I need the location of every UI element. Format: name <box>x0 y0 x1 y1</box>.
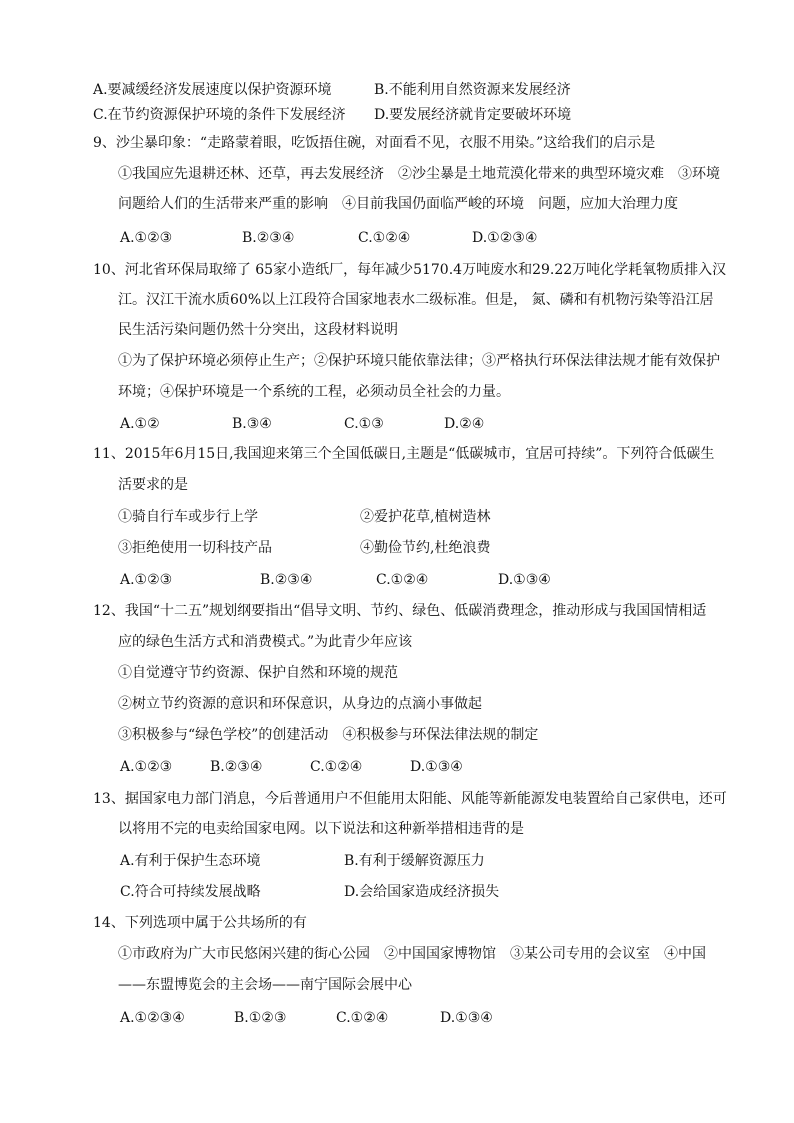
q12-option-a: A.①②③ <box>120 759 173 775</box>
q10-option-c: C.①③ <box>344 416 384 432</box>
q11-option-d: D.①③④ <box>498 572 551 588</box>
q14-option-d: D.①③④ <box>440 1010 493 1026</box>
q12-option-c: C.①②④ <box>310 759 363 775</box>
q8-option-c: C.在节约资源保护环境的条件下发展经济 <box>93 107 346 123</box>
q9-statement-line-2: 问题给人们的生活带来严重的影响 ④目前我国仍面临严峻的环境 问题，应加大治理力度 <box>118 196 678 212</box>
q13-option-b: B.有利于缓解资源压力 <box>344 853 485 869</box>
q14-option-c: C.①②④ <box>336 1010 389 1026</box>
q14-statement-line-1: ①市政府为广大市民悠闲兴建的街心公园 ②中国国家博物馆 ③某公司专用的会议室 ④中国 <box>118 946 706 962</box>
q9-option-c: C.①②④ <box>358 230 411 246</box>
q12-statement-2: ②树立节约资源的意识和环保意识，从身边的点滴小事做起 <box>118 696 482 712</box>
q10-option-d: D.②④ <box>444 416 485 432</box>
q10-statement-line-2: 环境；④保护环境是一个系统的工程，必须动员全社会的力量。 <box>118 384 510 400</box>
q8-option-b: B.不能利用自然资源来发展经济 <box>374 82 571 98</box>
q11-stem-line-2: 活要求的是 <box>118 477 188 493</box>
q10-stem-line-2: 江。汉江干流水质60%以上江段符合国家地表水二级标准。但是， 氮、磷和有机物污染等沿江居 <box>118 292 714 308</box>
q12-statement-3-4: ③积极参与“绿色学校”的创建活动 ④积极参与环保法律法规的制定 <box>118 727 539 743</box>
q11-option-b: B.②③④ <box>260 572 313 588</box>
q10-option-a: A.①② <box>120 416 160 432</box>
q10-option-b: B.③④ <box>232 416 272 432</box>
q11-statement-1: ①骑自行车或步行上学 <box>118 509 258 525</box>
q8-option-a: A.要减缓经济发展速度以保护资源环境 <box>93 82 332 98</box>
q10-stem-line-3: 民生活污染问题仍然十分突出，这段材料说明 <box>118 322 398 338</box>
q11-statement-4: ④勤俭节约,杜绝浪费 <box>360 540 491 556</box>
q10-statement-line-1: ①为了保护环境必须停止生产；②保护环境只能依靠法律；③严格执行环保法律法规才能有效保护 <box>118 353 720 369</box>
q14-stem: 14、下列选项中属于公共场所的有 <box>93 915 307 931</box>
q9-statement-line-1: ①我国应先退耕还林、还草，再去发展经济 ②沙尘暴是土地荒漠化带来的典型环境灾难 ③环境 <box>118 166 720 182</box>
q12-stem-line-2: 应的绿色生活方式和消费模式。”为此青少年应该 <box>118 634 413 650</box>
q8-option-d: D.要发展经济就肯定要破坏环境 <box>374 107 572 123</box>
q9-stem: 9、沙尘暴印象：“走路蒙着眼，吃饭捂住碗，对面看不见，衣服不用染。”这给我们的启示是 <box>93 135 656 151</box>
q9-option-b: B.②③④ <box>242 230 295 246</box>
q14-option-a: A.①②③④ <box>120 1010 185 1026</box>
q12-stem-line-1: 12、我国“十二五”规划纲要指出“倡导文明、节约、绿色、低碳消费理念，推动形成与我国国情相适 <box>93 603 707 619</box>
q11-stem-line-1: 11、2015年6月15日,我国迎来第三个全国低碳日,主题是“低碳城市，宜居可持续”。下列符合低碳生 <box>93 446 715 462</box>
q11-option-c: C.①②④ <box>376 572 429 588</box>
q14-option-b: B.①②③ <box>234 1010 287 1026</box>
q12-option-b: B.②③④ <box>210 759 263 775</box>
q10-stem-line-1: 10、河北省环保局取缔了 65家小造纸厂，每年减少5170.4万吨废水和29.22万吨化学耗氧物质排入汉 <box>93 262 727 278</box>
q13-stem-line-2: 以将用不完的电卖给国家电网。以下说法和这种新举措相违背的是 <box>118 821 524 837</box>
q13-option-a: A.有利于保护生态环境 <box>120 853 261 869</box>
q9-option-d: D.①②③④ <box>472 230 538 246</box>
q13-stem-line-1: 13、据国家电力部门消息，今后普通用户不但能用太阳能、风能等新能源发电装置给自己家供电，还可 <box>93 791 727 807</box>
q13-option-d: D.会给国家造成经济损失 <box>344 884 500 900</box>
q11-statement-2: ②爱护花草,植树造林 <box>360 509 491 525</box>
q11-option-a: A.①②③ <box>120 572 173 588</box>
q13-option-c: C.符合可持续发展战略 <box>120 884 261 900</box>
q9-option-a: A.①②③ <box>120 230 173 246</box>
q12-statement-1: ①自觉遵守节约资源、保护自然和环境的规范 <box>118 665 398 681</box>
q11-statement-3: ③拒绝使用一切科技产品 <box>118 540 272 556</box>
q14-statement-line-2: ——东盟博览会的主会场——南宁国际会展中心 <box>118 977 412 993</box>
q12-option-d: D.①③④ <box>410 759 463 775</box>
